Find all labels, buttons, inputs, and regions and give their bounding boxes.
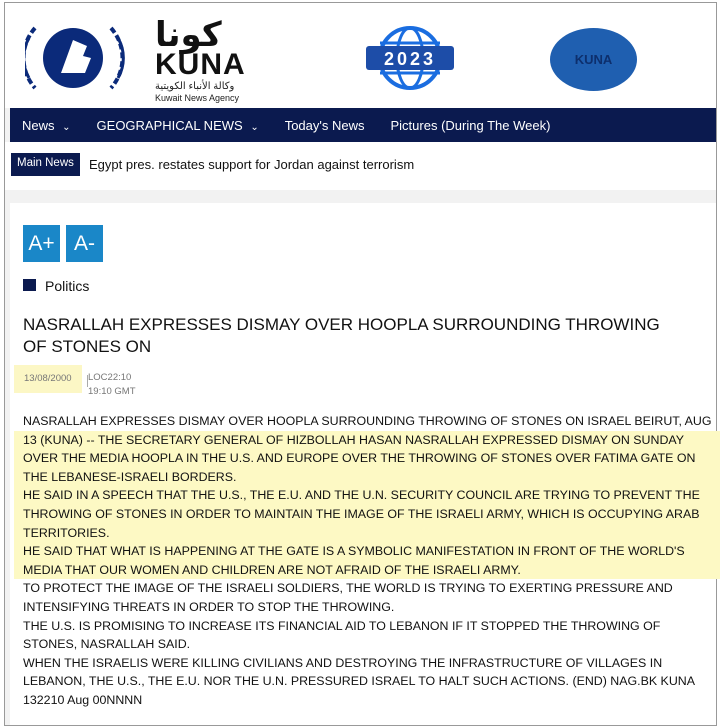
font-decrease-button[interactable]: A- (66, 225, 103, 262)
body-line: OVER THE MEDIA HOOPLA IN THE U.S. AND EUROPE OVER THE THROWING OF STONES OVER FATIMA GATE ON (23, 451, 696, 466)
body-line: THE LEBANESE-ISRAELI BORDERS. (23, 469, 237, 484)
header (5, 3, 716, 108)
article-body (23, 412, 713, 710)
year-badge: 2023 (383, 49, 437, 69)
article-date: 13/08/2000 (14, 365, 82, 393)
news-ticker (5, 142, 716, 190)
ticker-headline[interactable]: Egypt pres. restates support for Jordan against terrorism (89, 157, 415, 172)
highlighted-passage (14, 431, 720, 580)
body-line: 132210 Aug 00NNNN (23, 692, 143, 707)
article-time (88, 371, 136, 399)
gmt-time: 19:10 GMT (88, 386, 136, 397)
logo-text: KUNA (155, 48, 246, 81)
chevron-down-icon: ⌄ (62, 121, 71, 133)
body-line: MEDIA THAT OUR WOMEN AND CHILDREN ARE NOT AFRAID OF THE ISRAELI ARMY. (23, 562, 521, 577)
globe-2023-icon[interactable] (365, 23, 455, 93)
body-line: THE U.S. IS PROMISING TO INCREASE ITS FINANCIAL AID TO LEBANON IF IT STOPPED THE THROWING OF (23, 618, 661, 633)
body-line: 13 (KUNA) -- THE SECRETARY GENERAL OF HIZBOLLAH HASAN NASRALLAH EXPRESSED DISMAY ON SUNDAY (23, 432, 684, 447)
body-line: NASRALLAH EXPRESSES DISMAY OVER HOOPLA SURROUNDING THROWING OF STONES ON ISRAEL BEIRUT, AUG (23, 414, 712, 428)
body-line: TERRITORIES. (23, 525, 110, 540)
nav-item-pictures[interactable]: Pictures (During The Week) (390, 117, 551, 133)
kuna-ai-badge[interactable]: KUNA (550, 28, 637, 91)
article (10, 203, 716, 725)
category-square-icon (23, 279, 36, 291)
main-nav (10, 108, 716, 142)
body-line: LEBANON, THE U.S., THE E.U. NOR THE U.N. PRESSURED ISRAEL TO HALT SUCH ACTIONS. (END) NAG.BK KUNA (23, 674, 695, 689)
local-time: LOC22:10 (88, 372, 132, 383)
article-category[interactable]: Politics (45, 278, 90, 294)
body-line: TO PROTECT THE IMAGE OF THE ISRAELI SOLDIERS, THE WORLD IS TRYING TO EXERTING PRESSURE AND (23, 581, 673, 596)
nav-item-news[interactable]: News ⌄ (22, 117, 71, 133)
body-line: HE SAID THAT WHAT IS HAPPENING AT THE GATE IS A SYMBOLIC MANIFESTATION IN FRONT OF THE WORLD'S (23, 544, 685, 559)
nav-item-geographical-news[interactable]: GEOGRAPHICAL NEWS ⌄ (96, 117, 259, 133)
logo-subtitle: Kuwait News Agency (155, 93, 240, 103)
article-title: NASRALLAH EXPRESSES DISMAY OVER HOOPLA SURROUNDING THROWING OF STONES ON (23, 315, 660, 356)
body-line: HE SAID IN A SPEECH THAT THE U.S., THE E.U. AND THE U.N. SECURITY COUNCIL ARE TRYING TO PREVENT THE (23, 488, 700, 503)
body-line: STONES, NASRALLAH SAID. (23, 637, 191, 652)
body-line: THROWING OF STONES IN ORDER TO MAINTAIN THE IMAGE OF THE ISRAELI ARMY, WHICH IS OCCUPYING ARAB (23, 506, 700, 521)
logo-arabic: كونا (155, 15, 222, 55)
body-line: INTENSIFYING THREATS IN ORDER TO STOP THE THROWING. (23, 599, 395, 614)
chevron-down-icon: ⌄ (250, 121, 259, 133)
font-increase-button[interactable]: A+ (23, 225, 60, 262)
body-line: WHEN THE ISRAELIS WERE KILLING CIVILIANS AND DESTROYING THE INFRASTRUCTURE OF VILLAGES IN (23, 655, 663, 670)
logo-subtitle-arabic: وكالة الأنباء الكويتية (155, 81, 235, 92)
main-news-tag: Main News (11, 153, 80, 176)
nav-item-todays-news[interactable]: Today's News (284, 117, 365, 133)
